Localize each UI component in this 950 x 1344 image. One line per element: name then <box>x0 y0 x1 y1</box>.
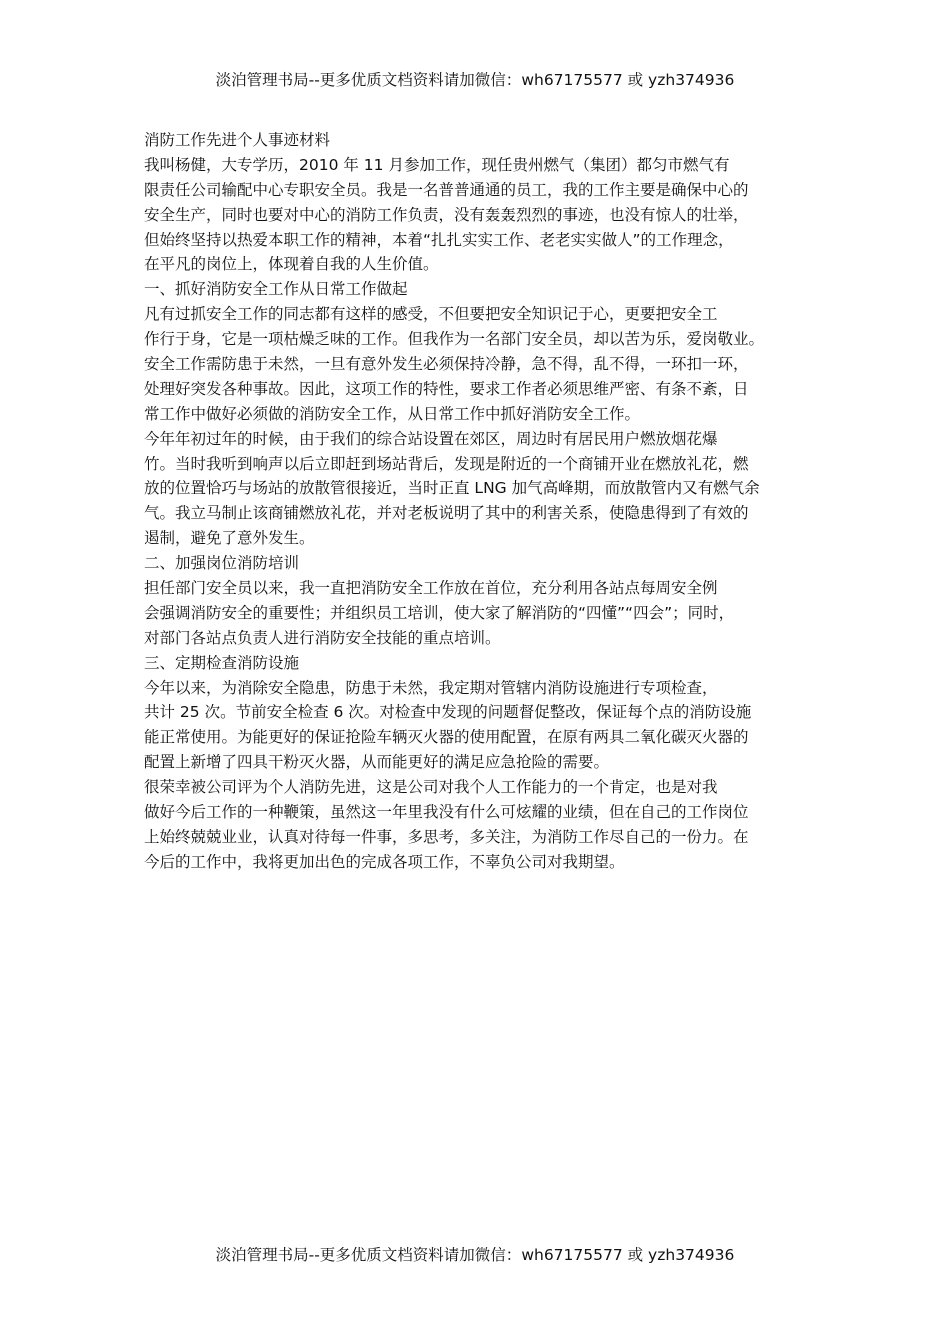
text-line: 安全工作需防患于未然，一旦有意外发生必须保持冷静，急不得，乱不得，一环扣一环， <box>144 355 749 374</box>
section-heading: 二、加强岗位消防培训 <box>144 554 300 573</box>
text-line: 今后的工作中，我将更加出色的完成各项工作，不辜负公司对我期望。 <box>144 852 625 871</box>
document-title: 消防工作先进个人事迹材料 <box>144 131 331 149</box>
text-line: 限责任公司输配中心专职安全员。我是一名普普通通的员工，我的工作主要是确保中心的 <box>144 180 749 199</box>
text-line: 会强调消防安全的重要性；并组织员工培训，使大家了解消防的“四懂”“四会”；同时， <box>144 603 735 622</box>
text-line: 在平凡的岗位上，体现着自我的人生价值。 <box>144 255 439 274</box>
text-line: 处理好突发各种事故。因此，这项工作的特性，要求工作者必须思维严密、有条不紊，日 <box>144 379 749 398</box>
text-line: 竹。当时我听到响声以后立即赶到场站背后，发现是附近的一个商铺开业在燃放礼花，燃 <box>144 454 749 473</box>
text-line: 常工作中做好必须做的消防安全工作，从日常工作中抓好消防安全工作。 <box>144 404 641 423</box>
text-line: 放的位置恰巧与场站的放散管很接近，当时正直 LNG 加气高峰期，而放散管内又有燃气余 <box>144 479 760 498</box>
text-line: 安全生产，同时也要对中心的消防工作负责，没有轰轰烈烈的事迹，也没有惊人的壮举， <box>144 205 749 224</box>
text-line: 很荣幸被公司评为个人消防先进，这是公司对我个人工作能力的一个肯定，也是对我 <box>144 778 718 797</box>
text-line: 上始终兢兢业业，认真对待每一件事，多思考，多关注，为消防工作尽自己的一份力。在 <box>144 827 749 846</box>
page-footer: 淡泊管理书局--更多优质文档资料请加微信：wh67175577 或 yzh374936 <box>215 1246 735 1264</box>
page-header: 淡泊管理书局--更多优质文档资料请加微信：wh67175577 或 yzh374936 <box>215 71 735 89</box>
text-line: 我叫杨健，大专学历，2010 年 11 月参加工作，现任贵州燃气（集团）都匀市燃气有 <box>144 155 730 174</box>
section-heading: 三、定期检查消防设施 <box>144 653 300 672</box>
text-line: 对部门各站点负责人进行消防安全技能的重点培训。 <box>144 628 501 647</box>
text-line: 凡有过抓安全工作的同志都有这样的感受，不但要把安全知识记于心，更要把安全工 <box>144 305 718 324</box>
section-heading: 一、抓好消防安全工作从日常工作做起 <box>144 280 408 299</box>
text-line: 共计 25 次。节前安全检查 6 次。对检查中发现的问题督促整改，保证每个点的消防设施 <box>144 703 752 722</box>
text-line: 今年年初过年的时候，由于我们的综合站设置在郊区，周边时有居民用户燃放烟花爆 <box>144 429 718 448</box>
document-body <box>144 128 824 875</box>
text-line: 遏制，避免了意外发生。 <box>144 529 315 548</box>
text-line: 但始终坚持以热爱本职工作的精神，本着“扎扎实实工作、老老实实做人”的工作理念， <box>144 230 734 249</box>
text-line: 气。我立马制止该商铺燃放礼花，并对老板说明了其中的利害关系，使隐患得到了有效的 <box>144 504 749 523</box>
text-line: 今年以来，为消除安全隐患，防患于未然，我定期对管辖内消防设施进行专项检查， <box>144 678 718 697</box>
text-line: 作行于身，它是一项枯燥乏味的工作。但我作为一名部门安全员，却以苦为乐，爱岗敬业。 <box>144 330 765 349</box>
text-line: 配置上新增了四具干粉灭火器，从而能更好的满足应急抢险的需要。 <box>144 753 610 772</box>
text-line: 担任部门安全员以来，我一直把消防安全工作放在首位，充分利用各站点每周安全例 <box>144 579 718 598</box>
text-line: 能正常使用。为能更好的保证抢险车辆灭火器的使用配置，在原有两具二氧化碳灭火器的 <box>144 728 749 747</box>
text-line: 做好今后工作的一种鞭策，虽然这一年里我没有什么可炫耀的业绩，但在自己的工作岗位 <box>144 803 749 822</box>
